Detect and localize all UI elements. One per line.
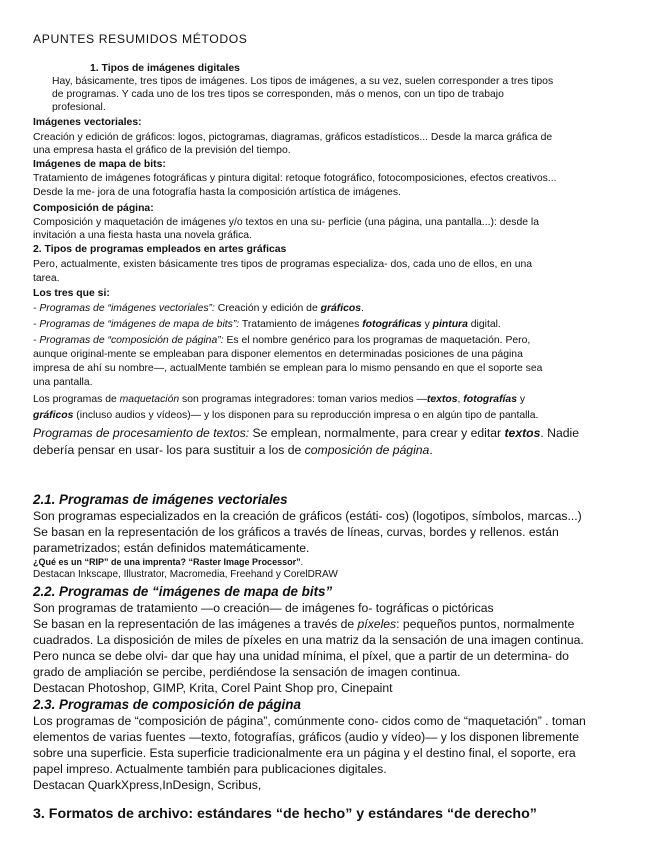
paragraph-line: sobre una superficie. Esta superficie tradicionalmente era un página y el destino final, el soporte, era (33, 746, 576, 760)
paragraph-line: Creación y edición de gráficos: logos, pictogramas, diagramas, gráficos estadísticos... Desde la marca gráfica de (33, 132, 553, 143)
text-run: Creación y edición de (214, 303, 321, 314)
text-run: y (517, 394, 526, 405)
program-type-label: - Programas de “imágenes de mapa de bits”: (33, 319, 240, 330)
paragraph-line: papel impreso. Actualmente también para publicaciones digitales. (33, 762, 387, 776)
text-run: Los programas de (33, 394, 120, 405)
paragraph-line (33, 617, 574, 632)
text-run: . (429, 443, 433, 457)
section-2-2-heading: 2.2. Programas de “imágenes de mapa de bits” (33, 584, 333, 599)
text-run: (incluso audios y vídeos)— y los disponen para su reproducción impresa o en algún tipo de pantalla. (73, 410, 539, 421)
text-run: debería pensar en usar- los para sustituir a los de (33, 443, 305, 457)
section-1-heading: 1. Tipos de imágenes digitales (90, 63, 240, 74)
program-type-bitmap (33, 318, 501, 331)
paragraph-line: impresa de ahí su nombre—, actualMente también se emplean para lo mismo pensando en que el soporte sea (33, 363, 543, 374)
paragraph-line: elementos de varias fuentes —texto, fotografías, gráficos (audio y vídeo)— y los disponen libremente (33, 730, 580, 744)
program-type-label: Programas de procesamiento de textos: (33, 426, 250, 440)
integrators-line-2 (33, 409, 538, 422)
program-type-vectorial (33, 302, 364, 315)
text-programs-line-1 (33, 426, 579, 441)
text-run: : pequeños puntos, normalmente (396, 617, 575, 631)
paragraph-line: de programas. Y cada uno de los tres tipos se corresponden, más o menos, con un tipo de trabajo (52, 89, 504, 100)
emphasis: fotografías (463, 394, 517, 405)
paragraph-line: Pero, actualmente, existen básicamente tres tipos de programas especializa- dos, cada uno de ellos, en una (33, 259, 533, 270)
paragraph-line: invitación a una fiesta hasta una novela gráfica. (33, 230, 252, 241)
paragraph-line: Los programas de “composición de página”, comúnmente cono- cidos como de “maquetación” . toman (33, 714, 586, 728)
text-run: Se basan en la representación de las imágenes a través de (33, 617, 358, 631)
paragraph-line: Tratamiento de imágenes fotográficas y pintura digital: retoque fotográfico, fotocomposiciones, efectos creativos... (33, 173, 557, 184)
paragraph-line: Hay, básicamente, tres tipos de imágenes. Los tipos de imágenes, a su vez, suelen corresponder a tres tipos (52, 76, 554, 87)
three-types-heading: Los tres que si: (33, 288, 110, 299)
paragraph-line: Desde la me- jora de una fotografía hasta la composición artística de imágenes. (33, 187, 401, 198)
text-run: , (457, 394, 464, 405)
emphasis: píxeles (357, 617, 397, 631)
document-title: APUNTES RESUMIDOS MÉTODOS (33, 32, 248, 46)
paragraph-line: aunque original-mente se empleaban para disponer elementos en determinadas posiciones de una página (33, 349, 523, 360)
emphasis: gráficos (33, 410, 74, 421)
emphasis: pintura (432, 319, 468, 330)
program-type-label: - Programas de “composición de página”: (33, 335, 224, 346)
paragraph-line: tarea. (33, 273, 60, 284)
rip-question (33, 557, 303, 568)
text-run: ¿Qué es un “RIP” de una imprenta? (33, 557, 189, 567)
paragraph-line: cuadrados. La disposición de miles de píxeles en una matriz da la sensación de una imagen continua. (33, 633, 584, 647)
paragraph-line: Composición y maquetación de imágenes y/o textos en una su- perficie (una página, una pantalla...): desde la (33, 217, 539, 228)
text-run: . Nadie (540, 426, 580, 440)
bitmap-heading: Imágenes de mapa de bits: (33, 159, 166, 170)
text-run: Es el nombre genérico para los programas de maquetación. Pero, (223, 335, 531, 346)
composition-heading: Composición de página: (33, 203, 154, 214)
paragraph-line: Son programas de tratamiento —o creación— de imágenes fo- tográficas o pictóricas (33, 601, 494, 615)
text-run: . (361, 303, 364, 314)
text-run: y (421, 319, 433, 330)
section-3-heading: 3. Formatos de archivo: estándares “de hecho” y estándares “de derecho” (33, 806, 537, 822)
paragraph-line: una empresa hasta el gráfico de la previsión del tiempo. (33, 145, 291, 156)
bitmap-apps: Destacan Photoshop, GIMP, Krita, Corel Paint Shop pro, Cinepaint (33, 681, 393, 695)
text-run: son programas integradores: toman varios medios — (179, 394, 427, 405)
text-programs-line-2 (33, 443, 433, 458)
emphasis: maquetación (119, 394, 180, 405)
program-type-composition (33, 334, 530, 347)
vectorial-apps: Destacan Inkscape, Illustrator, Macromedia, Freehand y CorelDRAW (33, 569, 338, 580)
vectorial-heading: Imágenes vectoriales: (33, 117, 142, 128)
integrators-line-1 (33, 393, 525, 406)
section-2-3-heading: 2.3. Programas de composición de página (33, 697, 301, 712)
emphasis: gráficos (320, 303, 362, 314)
paragraph-line: Pero nunca se debe olvi- dar que hay una unidad mínima, el píxel, que a partir de un determina- do (33, 649, 569, 663)
emphasis: textos (504, 426, 541, 440)
paragraph-line: parametrizados; están definidos matemáticamente. (33, 541, 310, 555)
emphasis: composición de página (304, 443, 430, 457)
emphasis: textos (426, 394, 458, 405)
paragraph-line: profesional. (52, 102, 106, 113)
text-run: digital. (467, 319, 501, 330)
section-2-1-heading: 2.1. Programas de imágenes vectoriales (33, 492, 288, 507)
section-2-heading: 2. Tipos de programas empleados en artes gráficas (33, 244, 287, 255)
paragraph-line: Se basan en la representación de los gráficos a través de líneas, curvas, bordes y rellenos. están (33, 525, 559, 539)
text-run: Se emplean, normalmente, para crear y editar (249, 426, 505, 440)
emphasis: “Raster Image Processor” (188, 557, 301, 567)
text-run: Tratamiento de imágenes (239, 319, 363, 330)
paragraph-line: grado de ampliación se percibe, perdiéndose la sensación de imagen continua. (33, 665, 461, 679)
text-run: . (300, 557, 304, 567)
paragraph-line: Son programas especializados en la creación de gráficos (estáti- cos) (logotipos, símbolos, marcas...) (33, 509, 582, 523)
emphasis: fotográficas (362, 319, 422, 330)
paragraph-line: una pantalla. (33, 377, 93, 388)
program-type-label: - Programas de “imágenes vectoriales”: (33, 303, 215, 314)
composition-apps: Destacan QuarkXpress,InDesign, Scribus, (33, 778, 262, 792)
